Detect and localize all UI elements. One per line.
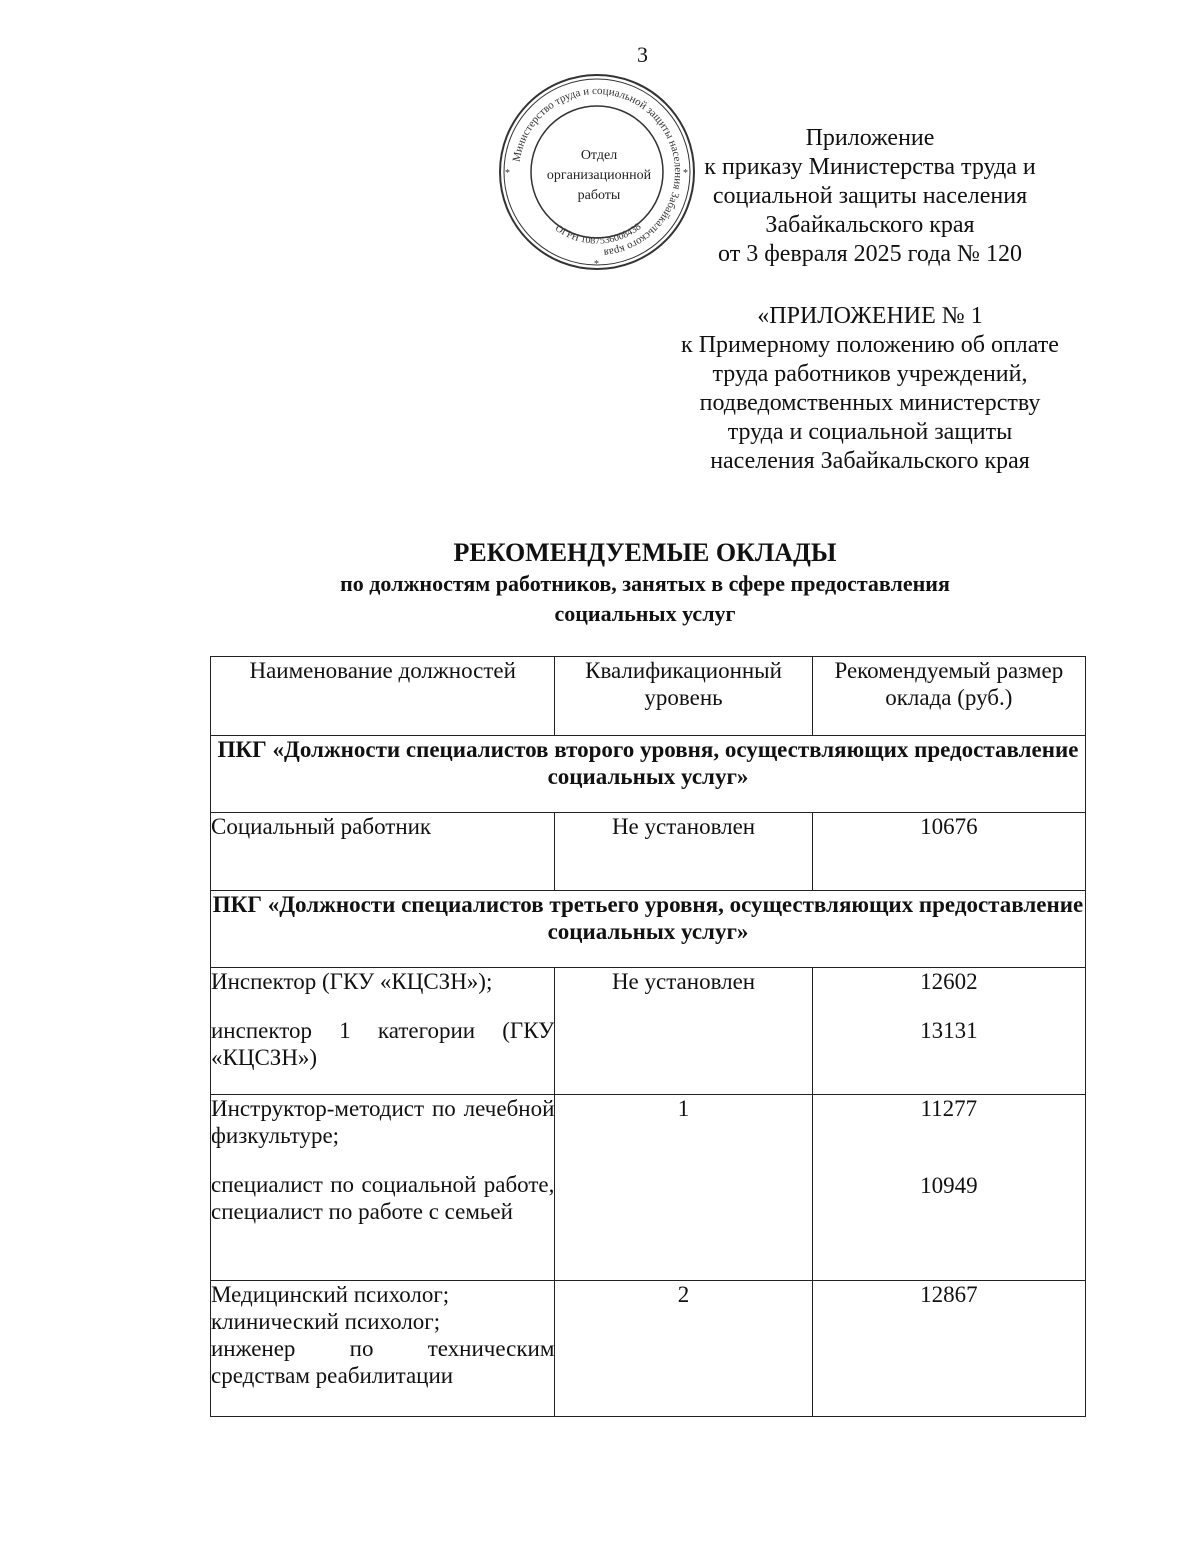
group-title-second-level: ПКГ «Должности специалистов второго уровня, осуществляющих предоставление социальных услуг» xyxy=(211,736,1086,813)
position-cell: Инспектор (ГКУ «КЦСЗН»); инспектор 1 категории (ГКУ «КЦСЗН») xyxy=(211,968,555,1095)
appendix-header: Приложение к приказу Министерства труда и социальной защиты населения Забайкальского края от 3 февраля 2025 года № 120 xyxy=(704,125,1036,267)
table-row xyxy=(211,968,1086,1095)
table-row xyxy=(211,1281,1086,1417)
svg-text:*: * xyxy=(594,259,599,270)
table-row xyxy=(211,813,1086,891)
salary-cell: 10676 xyxy=(812,813,1085,891)
title-main: РЕКОМЕНДУЕМЫЕ ОКЛАДЫ xyxy=(453,538,837,567)
document-title xyxy=(0,537,1200,629)
position-cell: Медицинский психолог; клинический психолог; инженер по техническим средствам реабилитации xyxy=(211,1281,555,1417)
header-level: Квалификационный уровень xyxy=(555,657,812,736)
salary-cell: 12867 xyxy=(812,1281,1085,1417)
level-cell: 2 xyxy=(555,1281,812,1417)
position-cell: Инструктор-методист по лечебной физкультуре; специалист по социальной работе, специалист по работе с семьей xyxy=(211,1095,555,1281)
group-row xyxy=(211,891,1086,968)
level-cell: Не установлен xyxy=(555,968,812,1095)
group-row xyxy=(211,736,1086,813)
salary-table xyxy=(210,656,1086,1417)
table-row xyxy=(211,1095,1086,1281)
appendix-1-reference: «ПРИЛОЖЕНИЕ № 1 к Примерному положению об оплате труда работников учреждений, подведомственных министерству труда и социальной защиты населения Забайкальского края xyxy=(681,303,1059,474)
title-sub-line: социальных услуг xyxy=(554,601,736,626)
svg-text:*: * xyxy=(505,168,510,179)
level-cell: 1 xyxy=(555,1095,812,1281)
level-cell: Не установлен xyxy=(555,813,812,891)
stamp-ogrn: ОГРН 1087536008438 xyxy=(553,221,644,247)
salary-cell: 11277 10949 xyxy=(812,1095,1085,1281)
header-salary: Рекомендуемый размер оклада (руб.) xyxy=(812,657,1085,736)
position-cell: Социальный работник xyxy=(211,813,555,891)
salary-cell: 12602 13131 xyxy=(812,968,1085,1095)
stamp-center-text: Отдел организационной работы xyxy=(546,148,652,203)
svg-text:*: * xyxy=(683,168,688,179)
header-position: Наименование должностей xyxy=(211,657,555,736)
stamp-ring-text: Министерство труда и социальной защиты населения Забайкальского края xyxy=(510,84,685,259)
group-title-third-level: ПКГ «Должности специалистов третьего уровня, осуществляющих предоставление социальных услуг» xyxy=(211,891,1086,968)
title-sub-line: по должностям работников, занятых в сфере предоставления xyxy=(340,571,950,596)
page-number: 3 xyxy=(637,42,648,67)
table-header-row xyxy=(211,657,1086,736)
